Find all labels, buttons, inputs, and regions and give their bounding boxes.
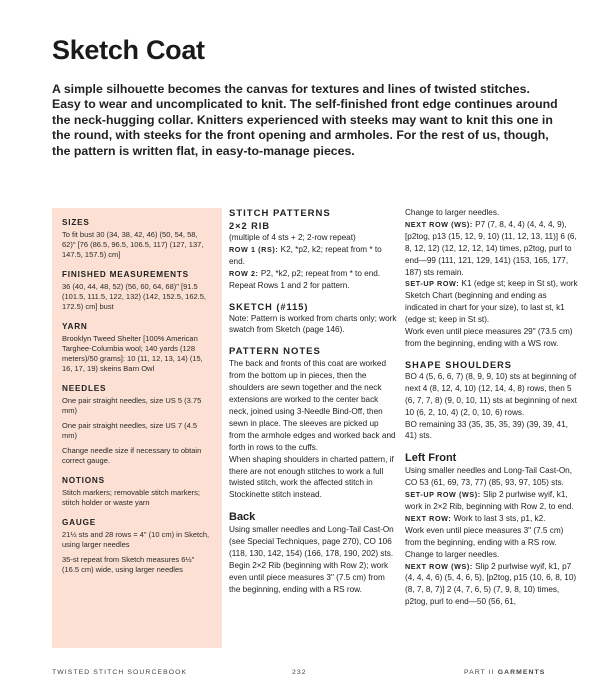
notions-heading: NOTIONS (62, 476, 105, 485)
footer-book-title: TWISTED STITCH SOURCEBOOK (52, 669, 188, 676)
gauge-text-1: 21½ sts and 28 rows = 4" (10 cm) in Sketch, using larger needles (62, 530, 210, 549)
shape-shoulders-text-1: BO 4 (5, 6, 6, 7) (8, 9, 9, 10) sts at beginning of next 4 (8, 12, 4, 10) (12, 14, 4, 8) rows, then 5 (6, 7, 7, 8) (9, 0, 10, 11) sts at beginning of next 10 (6, 2, 10, 4) (2, 0, 10, 6) rows. (405, 371, 577, 417)
measurements-heading: FINISHED MEASUREMENTS (62, 270, 189, 279)
pattern-notes-heading: PATTERN NOTES (229, 346, 321, 358)
repeat-text: Repeat Rows 1 and 2 for pattern. (229, 280, 350, 290)
sketch-heading: SKETCH (#115) (229, 301, 309, 312)
setup-row-text: K1 (edge st; keep in St st), work Sketch Chart (beginning and ending as indicated in chart for your size), to last st, k1 (edge st; keep in St st). (405, 279, 578, 325)
gauge-section (62, 518, 213, 575)
footer-part: PART II (464, 669, 495, 676)
needles-heading: NEEDLES (62, 384, 107, 393)
left-change-text: Change to larger needles. (405, 549, 500, 559)
measurements-text: 36 (40, 44, 48, 52) (56, 60, 64, 68)" [91.5 (101.5, 111.5, 122, 132) (142, 152.5, 162.5, 172.5) cm] bust (62, 282, 206, 311)
row-2-text: P2, *k2, p2; repeat from * to end. (260, 268, 381, 278)
footer-section (464, 669, 545, 676)
rib-heading: 2×2 RIB (229, 221, 270, 231)
row-1-text: K2, *p2, k2; repeat from * to end. (229, 244, 382, 266)
left-work-even-text: Work even until piece measures 3" (7.5 cm) from the beginning, ending with a RS row. (405, 525, 564, 547)
next-row-label: NEXT ROW (WS): (405, 219, 473, 229)
yarn-text: Brooklyn Tweed Shelter [100% American Targhee-Columbia wool; 140 yards (128 meters)/50 grams]: 10 (11, 12, 13, 14) (15, 16, 17, 19) skeins Barn Owl (62, 334, 203, 373)
left-front-text-1: Using smaller needles and Long-Tail Cast-On, CO 53 (61, 69, 73, 77) (85, 93, 97, 105) sts. (405, 466, 573, 488)
left-setup-instruction (405, 489, 581, 513)
next-row-instruction (405, 219, 581, 279)
left-next2-text: Slip 2 purlwise wyif, k1, p7 (4, 4, 4, 6) (5, 4, 6, 5), [p2tog, p15 (10, 6, 8, 10) (8, 7, 8, 7)] 2 (4, 7, 6, 5) (7, 9, 8, 10) times, p2tog, purl to end—50 (56, 61, (405, 561, 577, 607)
shape-shoulders-text-2: BO remaining 33 (35, 35, 35, 39) (39, 39, 41, 41) sts. (405, 419, 568, 441)
setup-row-label: SET-UP ROW: (405, 279, 460, 289)
work-even-text: Work even until piece measures 29" (73.5 cm) from the beginning, ending with a WS row. (405, 327, 573, 348)
gauge-heading: GAUGE (62, 518, 97, 527)
intro-paragraph: A simple silhouette becomes the canvas for textures and lines of twisted stitches. Easy to wear and uncomplicated to knit. The self-finished front edge continues around the neck-hugging collar. Knitters experienced with steeks may want to knit this one in the round, with steeks for the front opening and armholes. For the rest of us, though, the pattern is written flat, in easy-to-manage pieces. (52, 82, 558, 158)
needles-text-2: One pair straight needles, size US 7 (4.5 mm) (62, 421, 198, 440)
sketch-note: Note: Pattern is worked from charts only; work swatch from Sketch (page 146). (229, 313, 397, 335)
shape-shoulders-heading: SHAPE SHOULDERS (405, 359, 512, 370)
measurements-section (62, 270, 213, 312)
row-1-instruction (229, 244, 397, 268)
setup-row-instruction (405, 278, 581, 326)
left-front-heading: Left Front (405, 452, 457, 465)
left-setup-text: Slip 2 purlwise wyif, k1, work in 2×2 Rib, beginning with Row 2, to end. (405, 490, 574, 512)
page-title: Sketch Coat (52, 35, 205, 65)
notions-section (62, 476, 213, 508)
next-row-text: P7 (7, 8, 4, 4) (4, 4, 4, 9), [p2tog, p13 (15, 12, 9, 10) (11, 12, 13, 11)] 6 (6, 8, 12, 12) (12, 12, 12, 14) times, p2tog, purl to end—99 (111, 121, 129, 141) (153, 165, 177, 187) sts remain. (405, 219, 577, 277)
middle-column (229, 207, 397, 596)
row-1-label: ROW 1 (RS): (229, 244, 279, 254)
row-2-instruction (229, 268, 397, 280)
sizes-heading: SIZES (62, 218, 90, 227)
gauge-text-2: 35-st repeat from Sketch measures 6½" (16.5 cm) wide, using larger needles (62, 555, 195, 574)
specs-sidebar (52, 208, 222, 648)
left-setup-label: SET-UP ROW (WS): (405, 490, 481, 500)
rib-multiple: (multiple of 4 sts + 2; 2-row repeat) (229, 233, 356, 242)
footer-section-name: GARMENTS (497, 669, 546, 676)
back-text-1: Using smaller needles and Long-Tail Cast-On (see Special Techniques, page 270), CO 106 (118, 130, 142, 154) (166, 178, 190, 202) sts. (229, 525, 394, 559)
left-next-text: Work to last 3 sts, p1, k2. (453, 513, 546, 523)
sizes-text: To fit bust 30 (34, 38, 42, 46) (50, 54, 58, 62)" [76 (86.5, 96.5, 106.5, 117) (127, 137, 147.5, 157.5) cm] (62, 230, 204, 259)
back-text-2: Begin 2×2 Rib (beginning with Row 2); work even until piece measures 3" (7.5 cm) from the beginning, ending with a RS row. (229, 560, 389, 594)
needles-text-3: Change needle size if necessary to obtain correct gauge. (62, 446, 202, 465)
notions-text: Stitch markers; removable stitch markers; stitch holder or waste yarn (62, 488, 200, 507)
left-next2-instruction (405, 561, 581, 609)
sizes-section (62, 218, 213, 260)
pattern-notes-text-2: When shaping shoulders in charted pattern, if there are not enough stitches to work a full twisted stitch, work the affected stitch in Stockinette stitch instead. (229, 454, 394, 500)
row-2-label: ROW 2: (229, 268, 259, 278)
change-needles-text: Change to larger needles. (405, 208, 500, 217)
left-next-label: NEXT ROW: (405, 513, 452, 523)
page-number: 232 (292, 669, 307, 676)
right-column (405, 207, 581, 608)
left-next-instruction (405, 513, 581, 525)
needles-section (62, 384, 213, 466)
stitch-patterns-heading: STITCH PATTERNS (229, 208, 331, 219)
pattern-notes-text-1: The back and fronts of this coat are worked from the bottom up in pieces, then the shoulders are sewn together and the neck extensions are worked to the center back neck, joined using 3-Needle Bind-Off, then sewn in place. The sleeves are picked up from the armhole edges and worked back and forth in rows to the cuffs. (229, 359, 396, 452)
yarn-section (62, 322, 213, 374)
needles-text-1: One pair straight needles, size US 5 (3.75 mm) (62, 396, 202, 415)
back-heading: Back (229, 511, 256, 524)
yarn-heading: YARN (62, 322, 88, 331)
left-next2-label: NEXT ROW (WS): (405, 561, 473, 571)
